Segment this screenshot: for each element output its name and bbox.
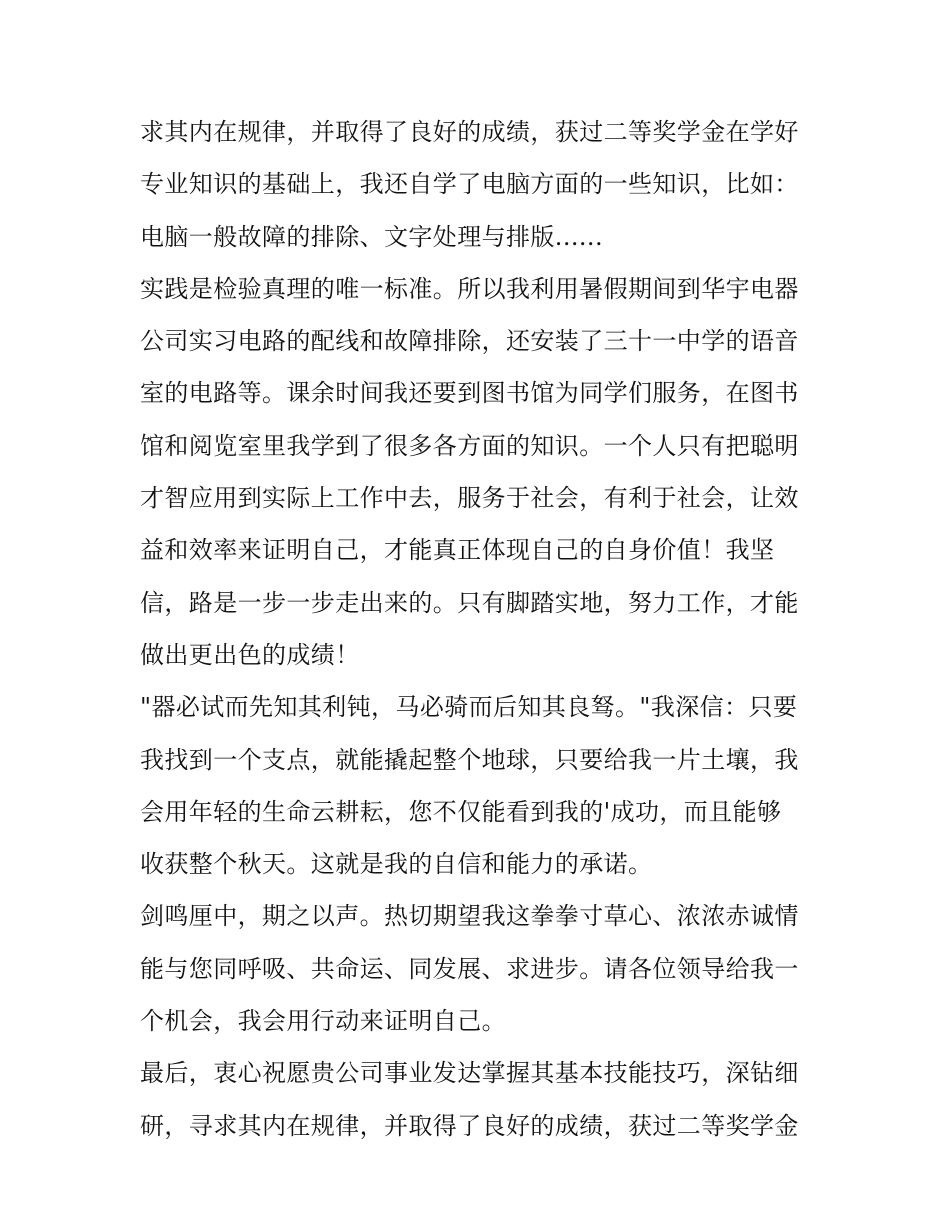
text-line: 剑鸣厘中，期之以声。热切期望我这拳拳寸草心、浓浓赤诚情 bbox=[140, 902, 799, 931]
text-line: 馆和阅览室里我学到了很多各方面的知识。一个人只有把聪明 bbox=[140, 431, 799, 460]
text-line: 研，寻求其内在规律，并取得了良好的成绩，获过二等奖学金 bbox=[140, 1111, 799, 1140]
text-line: 我找到一个支点，就能撬起整个地球，只要给我一片土壤，我 bbox=[140, 745, 799, 774]
text-line: 信，路是一步一步走出来的。只有脚踏实地，努力工作，才能 bbox=[140, 588, 799, 617]
text-line: 益和效率来证明自己，才能真正体现自己的自身价值！我坚 bbox=[140, 536, 775, 565]
text-line: 公司实习电路的配线和故障排除，还安装了三十一中学的语音 bbox=[140, 327, 799, 356]
text-line: 会用年轻的生命云耕耘，您不仅能看到我的'成功，而且能够 bbox=[140, 797, 782, 826]
text-line: "器必试而先知其利钝，马必骑而后知其良驽。"我深信：只要 bbox=[140, 693, 798, 722]
text-line: 收获整个秋天。这就是我的自信和能力的承诺。 bbox=[140, 850, 653, 879]
text-line: 最后，衷心祝愿贵公司事业发达掌握其基本技能技巧，深钻细 bbox=[140, 1059, 799, 1088]
text-line: 个机会，我会用行动来证明自己。 bbox=[140, 1007, 506, 1036]
document-body bbox=[140, 106, 820, 1152]
text-line: 求其内在规律，并取得了良好的成绩，获过二等奖学金在学好 bbox=[140, 118, 799, 146]
text-line: 室的电路等。课余时间我还要到图书馆为同学们服务，在图书 bbox=[140, 379, 799, 408]
text-line: 专业知识的基础上，我还自学了电脑方面的一些知识，比如： bbox=[140, 170, 799, 199]
text-line: 才智应用到实际上工作中去，服务于社会，有利于社会，让效 bbox=[140, 484, 799, 513]
text-line: 做出更出色的成绩！ bbox=[140, 640, 360, 669]
text-line: 电脑一般故障的排除、文字处理与排版...... bbox=[140, 222, 603, 251]
text-line: 能与您同呼吸、共命运、同发展、求进步。请各位领导给我一 bbox=[140, 954, 799, 983]
text-line: 实践是检验真理的唯一标准。所以我利用暑假期间到华宇电器 bbox=[140, 274, 799, 303]
